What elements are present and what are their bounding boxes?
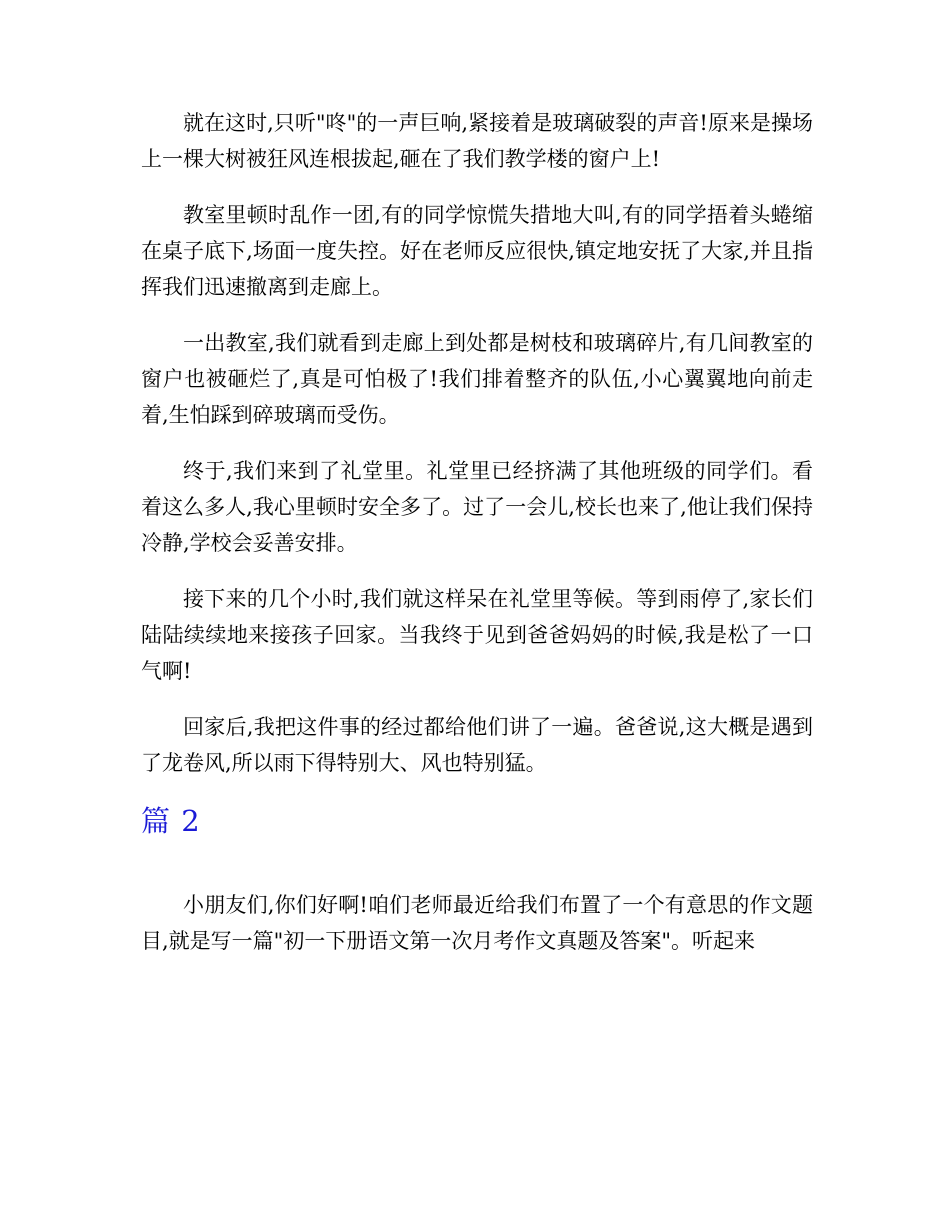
document-body bbox=[141, 105, 813, 979]
paragraph-5: 接下来的几个小时,我们就这样呆在礼堂里等候。等到雨停了,家长们陆陆续续地来接孩子回家。当我终于见到爸爸妈妈的时候,我是松了一口气啊! bbox=[141, 587, 813, 683]
paragraph-7: 小朋友们,你们好啊!咱们老师最近给我们布置了一个有意思的作文题目,就是写一篇"初一下册语文第一次月考作文真题及答案"。听起来 bbox=[141, 893, 813, 953]
paragraph-2: 教室里顿时乱作一团,有的同学惊慌失措地大叫,有的同学捂着头蜷缩在桌子底下,场面一度失控。好在老师反应很快,镇定地安抚了大家,并且指挥我们迅速撤离到走廊上。 bbox=[141, 203, 813, 299]
paragraph-6: 回家后,我把这件事的经过都给他们讲了一遍。爸爸说,这大概是遇到了龙卷风,所以雨下得特别大、风也特别猛。 bbox=[141, 715, 813, 775]
paragraph-1: 就在这时,只听"咚"的一声巨响,紧接着是玻璃破裂的声音!原来是操场上一棵大树被狂风连根拔起,砸在了我们教学楼的窗户上! bbox=[141, 111, 813, 171]
paragraph-3: 一出教室,我们就看到走廊上到处都是树枝和玻璃碎片,有几间教室的窗户也被砸烂了,真是可怕极了!我们排着整齐的队伍,小心翼翼地向前走着,生怕踩到碎玻璃而受伤。 bbox=[141, 331, 813, 427]
section-heading: 篇 2 bbox=[141, 804, 201, 838]
paragraph-4: 终于,我们来到了礼堂里。礼堂里已经挤满了其他班级的同学们。看着这么多人,我心里顿时安全多了。过了一会儿,校长也来了,他让我们保持冷静,学校会妥善安排。 bbox=[141, 459, 813, 555]
